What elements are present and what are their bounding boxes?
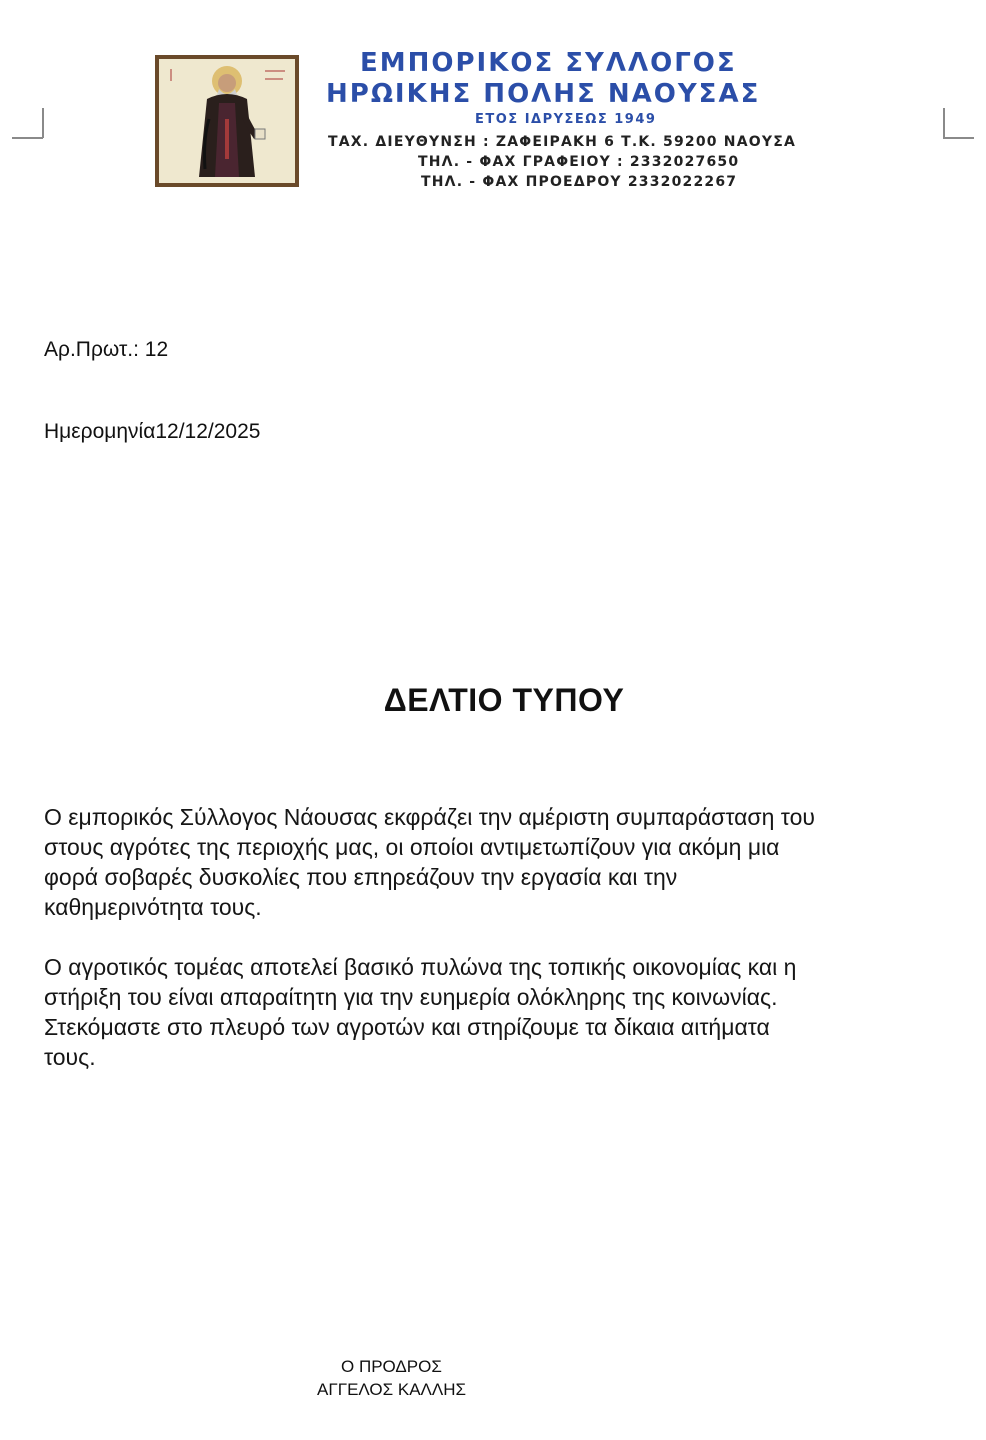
paragraph-line: Στεκόμαστε στο πλευρό των αγροτών και στηρίζουμε τα δίκαια αιτήματα [44,1014,770,1040]
org-president-phone: ΤΗΛ. - ΦΑΧ ΠΡΟΕΔΡΟΥ 2332022267 [421,174,738,190]
paragraph-line: καθημερινότητα τους. [44,894,262,920]
crop-mark-right [943,108,945,138]
document-date: Ημερομηνία12/12/2025 [44,420,261,443]
signature-title: Ο ΠΡΟΔΡΟΣ [341,1357,442,1376]
org-address: ΤΑΧ. ΔΙΕΥΘΥΝΣΗ : ΖΑΦΕΙΡΑΚΗ 6 Τ.Κ. 59200 ΝΑΟΥΣΑ [328,134,796,150]
protocol-number: Αρ.Πρωτ.: 12 [44,338,169,361]
org-name-line2: ΗΡΩΙΚΗΣ ΠΟΛΗΣ ΝΑΟΥΣΑΣ [326,79,761,109]
document-title: ΔΕΛΤΙΟ ΤΥΠΟΥ [383,682,625,718]
org-office-phone: ΤΗΛ. - ΦΑΧ ΓΡΑΦΕΙΟΥ : 2332027650 [418,154,740,170]
paragraph-1 [44,802,944,922]
paragraph-line: στους αγρότες της περιοχής μας, οι οποίοι αντιμετωπίζουν για ακόμη μια [44,834,780,860]
paragraph-line: Ο εμπορικός Σύλλογος Νάουσας εκφράζει την αμέριστη συμπαράσταση του [44,804,815,830]
crop-mark-left-horizontal [12,137,43,139]
paragraph-line: τους. [44,1044,96,1070]
crop-mark-left [42,108,44,138]
org-founded: ΕΤΟΣ ΙΔΡΥΣΕΩΣ 1949 [475,112,657,127]
paragraph-line: Ο αγροτικός τομέας αποτελεί βασικό πυλώνα της τοπικής οικονομίας και η [44,954,797,980]
org-name-line1: ΕΜΠΟΡΙΚΟΣ ΣΥΛΛΟΓΟΣ [360,48,737,78]
paragraph-2 [44,952,944,1072]
paragraph-line: στήριξη του είναι απαραίτητη για την ευημερία ολόκληρης της κοινωνίας. [44,984,778,1010]
signature-name: ΑΓΓΕΛΟΣ ΚΑΛΛΗΣ [317,1380,467,1399]
crop-mark-right-horizontal [943,137,974,139]
saint-icon [155,55,299,187]
paragraph-line: φορά σοβαρές δυσκολίες που επηρεάζουν την εργασία και την [44,864,678,890]
